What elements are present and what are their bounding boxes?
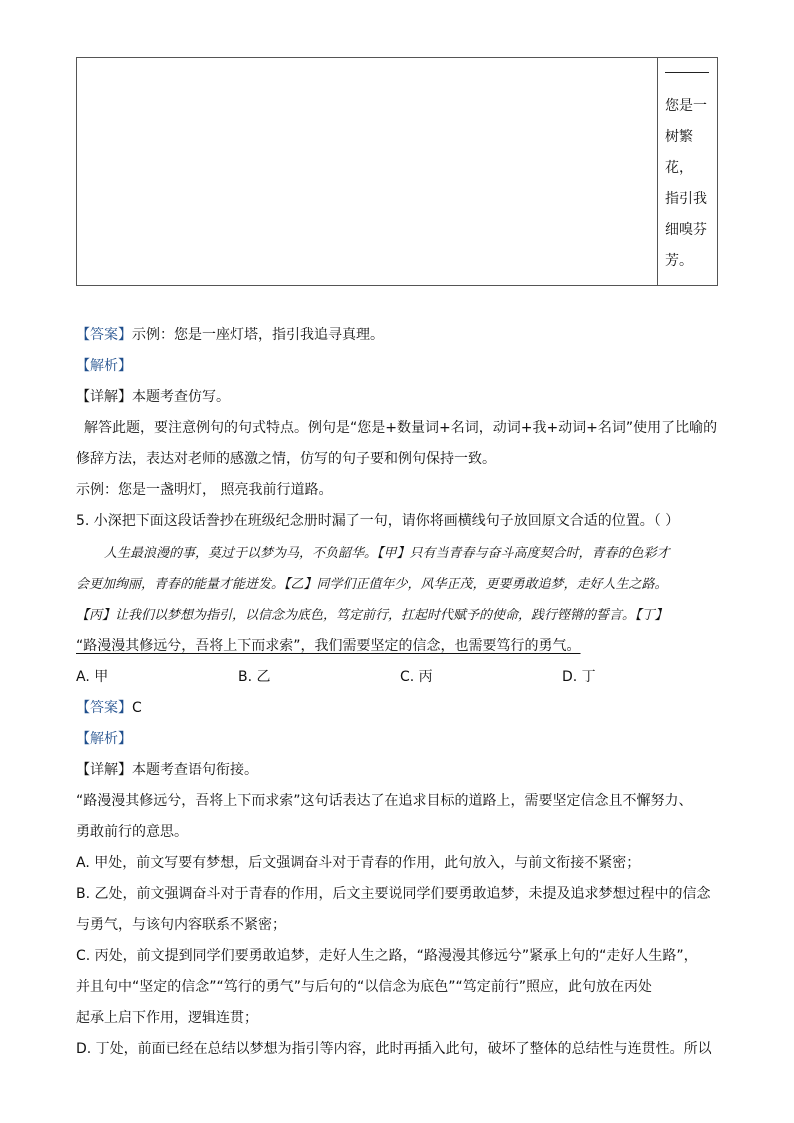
analysis-2: [76, 730, 132, 748]
table-line: 指引我: [665, 191, 707, 207]
explain-line: B. 乙处，前文强调奋斗对于青春的作用，后文主要说同学们要勇敢追梦，未提及追求梦想过程中的信念: [76, 886, 711, 902]
table-line: 细嗅芬: [665, 222, 707, 238]
explain-line: D. 丁处，前面已经在总结以梦想为指引等内容，此时再插入此句，破坏了整体的总结性与连贯性。所以: [76, 1041, 712, 1057]
detail-1: [76, 388, 230, 406]
explain-line: 与勇气，与该句内容联系不紧密；: [76, 917, 286, 933]
underlined-sentence: “路漫漫其修远兮，吾将上下而求索”，我们需要坚定的信念，也需要笃行的勇气。: [76, 638, 581, 654]
option-c: C. 丙: [400, 669, 433, 685]
explain-line: 起承上启下作用，逻辑连贯；: [76, 1010, 258, 1026]
question-5-stem: 5. 小深把下面这段话誊抄在班级纪念册时漏了一句，请你将画横线句子放回原文合适的位置。（ ）: [76, 513, 680, 529]
answer-table: [76, 57, 718, 286]
explain-line: 并且句中“坚定的信念”“笃行的勇气”与后句的“以信念为底色”“笃定前行”照应，此句放在丙处: [76, 979, 653, 995]
detail-tag: 【详解】: [76, 762, 132, 778]
table-line: 树繁: [665, 129, 693, 145]
detail-tag: 【详解】: [76, 389, 132, 405]
blank-dash: [665, 72, 709, 73]
table-line: 花，: [665, 160, 693, 176]
option-b: B. 乙: [238, 669, 271, 685]
explain-line: 勇敢前行的意思。: [76, 824, 188, 840]
detail-text: 本题考查仿写。: [132, 389, 230, 405]
option-d: D. 丁: [562, 669, 596, 685]
option-a: A. 甲: [76, 669, 109, 685]
answer-2: [76, 699, 142, 717]
table-line: 您是一: [665, 98, 707, 114]
explain-line: A. 甲处，前文写要有梦想，后文强调奋斗对于青春的作用，此句放入，与前文衔接不紧密；: [76, 855, 641, 871]
table-divider: [657, 58, 658, 285]
detail-2: [76, 761, 258, 779]
explain-line: “路漫漫其修远兮，吾将上下而求索”这句话表达了在追求目标的道路上，需要坚定信念且不懈努力、: [76, 793, 693, 809]
answer-tag: 【答案】: [76, 700, 132, 716]
para-line: 解答此题，要注意例句的句式特点。例句是“您是+数量词+名词，动词+我+动词+名词”使用了比喻的: [84, 420, 718, 436]
explain-line: C. 丙处，前文提到同学们要勇敢追梦，走好人生之路，“路漫漫其修远兮”紧承上句的“走好人生路”，: [76, 948, 698, 964]
analysis-tag: 【解析】: [76, 358, 132, 374]
para-line: 示例：您是一盏明灯， 照亮我前行道路。: [76, 482, 333, 498]
analysis-1: [76, 357, 132, 375]
passage-line: 人生最浪漫的事，莫过于以梦为马，不负韶华。【甲】只有当青春与奋斗高度契合时，青春的色彩才: [104, 546, 670, 561]
table-right-cell: [665, 72, 713, 277]
answer-text: 示例：您是一座灯塔，指引我追寻真理。: [132, 327, 384, 343]
detail-text: 本题考查语句衔接。: [132, 762, 258, 778]
table-line: 芳。: [665, 253, 693, 269]
answer-1: [76, 326, 384, 344]
answer-text: C: [132, 700, 142, 716]
passage-line: 会更加绚丽，青春的能量才能迸发。【乙】同学们正值年少，风华正茂，更要勇敢追梦，走好人生之路。: [76, 577, 668, 592]
answer-tag: 【答案】: [76, 327, 132, 343]
analysis-tag: 【解析】: [76, 731, 132, 747]
passage-line: 【丙】让我们以梦想为指引，以信念为底色，笃定前行，扛起时代赋予的使命，践行铿锵的誓言。【丁】: [76, 608, 668, 623]
para-line: 修辞方法，表达对老师的感激之情，仿写的句子要和例句保持一致。: [76, 451, 496, 467]
